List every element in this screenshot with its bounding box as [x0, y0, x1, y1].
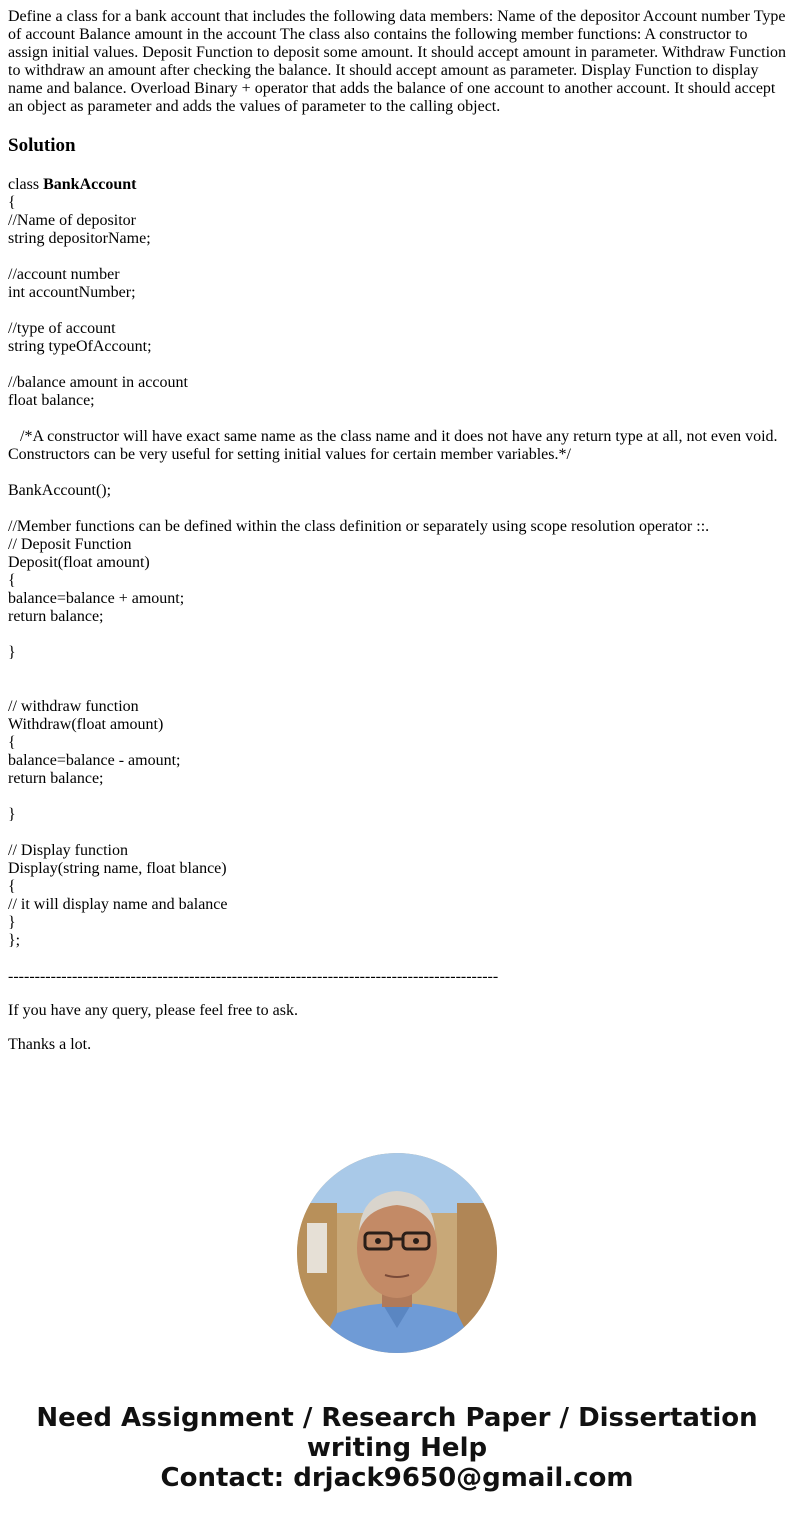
- code-line: // it will display name and balance: [8, 896, 228, 913]
- code-line: string typeOfAccount;: [8, 338, 152, 355]
- code-blank-line: [8, 950, 788, 968]
- code-line: balance=balance - amount;: [8, 752, 181, 769]
- code-line: //Name of depositor: [8, 212, 136, 229]
- promo-line-1: Need Assignment / Research Paper / Dissertation: [36, 1403, 758, 1433]
- code-line: // Display function: [8, 842, 128, 859]
- class-declaration: [8, 176, 788, 194]
- code-blank-line: [8, 824, 788, 842]
- code-line: //Member functions can be defined within the class definition or separately using scope resolution operator ::.: [8, 518, 710, 535]
- code-blank-line: [8, 356, 788, 374]
- code-line: int accountNumber;: [8, 284, 136, 301]
- thanks-text: Thanks a lot.: [8, 1036, 92, 1053]
- code-line: };: [8, 932, 21, 949]
- promo-line-2: writing Help: [306, 1433, 488, 1463]
- code-blank-line: [8, 464, 788, 482]
- code-line: {: [8, 572, 16, 589]
- code-blank-line: [8, 788, 788, 806]
- code-line: Deposit(float amount): [8, 554, 150, 571]
- solution-heading: Solution: [8, 135, 76, 156]
- class-keyword: class: [8, 176, 44, 193]
- code-blank-line: [8, 662, 788, 680]
- code-line: //balance amount in account: [8, 374, 188, 391]
- author-avatar: [297, 1153, 497, 1353]
- code-line: BankAccount();: [8, 482, 112, 499]
- code-blank-line: [8, 410, 788, 428]
- code-line: }: [8, 644, 16, 661]
- code-line: /*A constructor will have exact same name as the class name and it does not have any return type at all, not even void. Constructors can be very useful for setting initial values for certain member variables.*/: [8, 428, 782, 463]
- promo-footer: [0, 1403, 794, 1493]
- code-line: {: [8, 878, 16, 895]
- code-line: --------------------------------------------------------------------------------------------: [8, 968, 499, 985]
- promo-contact: Contact: drjack9650@gmail.com: [160, 1463, 634, 1493]
- code-line: float balance;: [8, 392, 95, 409]
- class-name: BankAccount: [43, 176, 137, 193]
- code-line: return balance;: [8, 770, 104, 787]
- code-line: //account number: [8, 266, 120, 283]
- code-line: Display(string name, float blance): [8, 860, 227, 877]
- code-answer: [8, 176, 788, 986]
- code-blank-line: [8, 680, 788, 698]
- code-line: string depositorName;: [8, 230, 151, 247]
- code-line: // withdraw function: [8, 698, 139, 715]
- answer-document: [8, 8, 788, 1070]
- author-photo: [297, 1153, 497, 1353]
- code-blank-line: [8, 248, 788, 266]
- code-line: }: [8, 914, 16, 931]
- code-line: // Deposit Function: [8, 536, 132, 553]
- code-line: {: [8, 734, 16, 751]
- code-line: }: [8, 806, 16, 823]
- question-text: Define a class for a bank account that includes the following data members: Name of the depositor Account number Type of account Balance amount in the account The class also contains the following member functions: A constructor to assign initial values. Deposit Function to deposit some amount. It should accept amount in parameter. Withdraw Function to withdraw an amount after checking the balance. It should accept amount as parameter. Display Function to display name and balance. Overload Binary + operator that adds the balance of one account to another account. It should accept an object as parameter and adds the values of parameter to the calling object.: [8, 8, 787, 115]
- code-blank-line: [8, 626, 788, 644]
- code-line: {: [8, 194, 16, 211]
- code-blank-line: [8, 302, 788, 320]
- code-line: //type of account: [8, 320, 116, 337]
- code-line: balance=balance + amount;: [8, 590, 185, 607]
- code-line: Withdraw(float amount): [8, 716, 164, 733]
- code-lines: [8, 194, 788, 986]
- code-line: return balance;: [8, 608, 104, 625]
- code-blank-line: [8, 500, 788, 518]
- query-text: If you have any query, please feel free to ask.: [8, 1002, 298, 1019]
